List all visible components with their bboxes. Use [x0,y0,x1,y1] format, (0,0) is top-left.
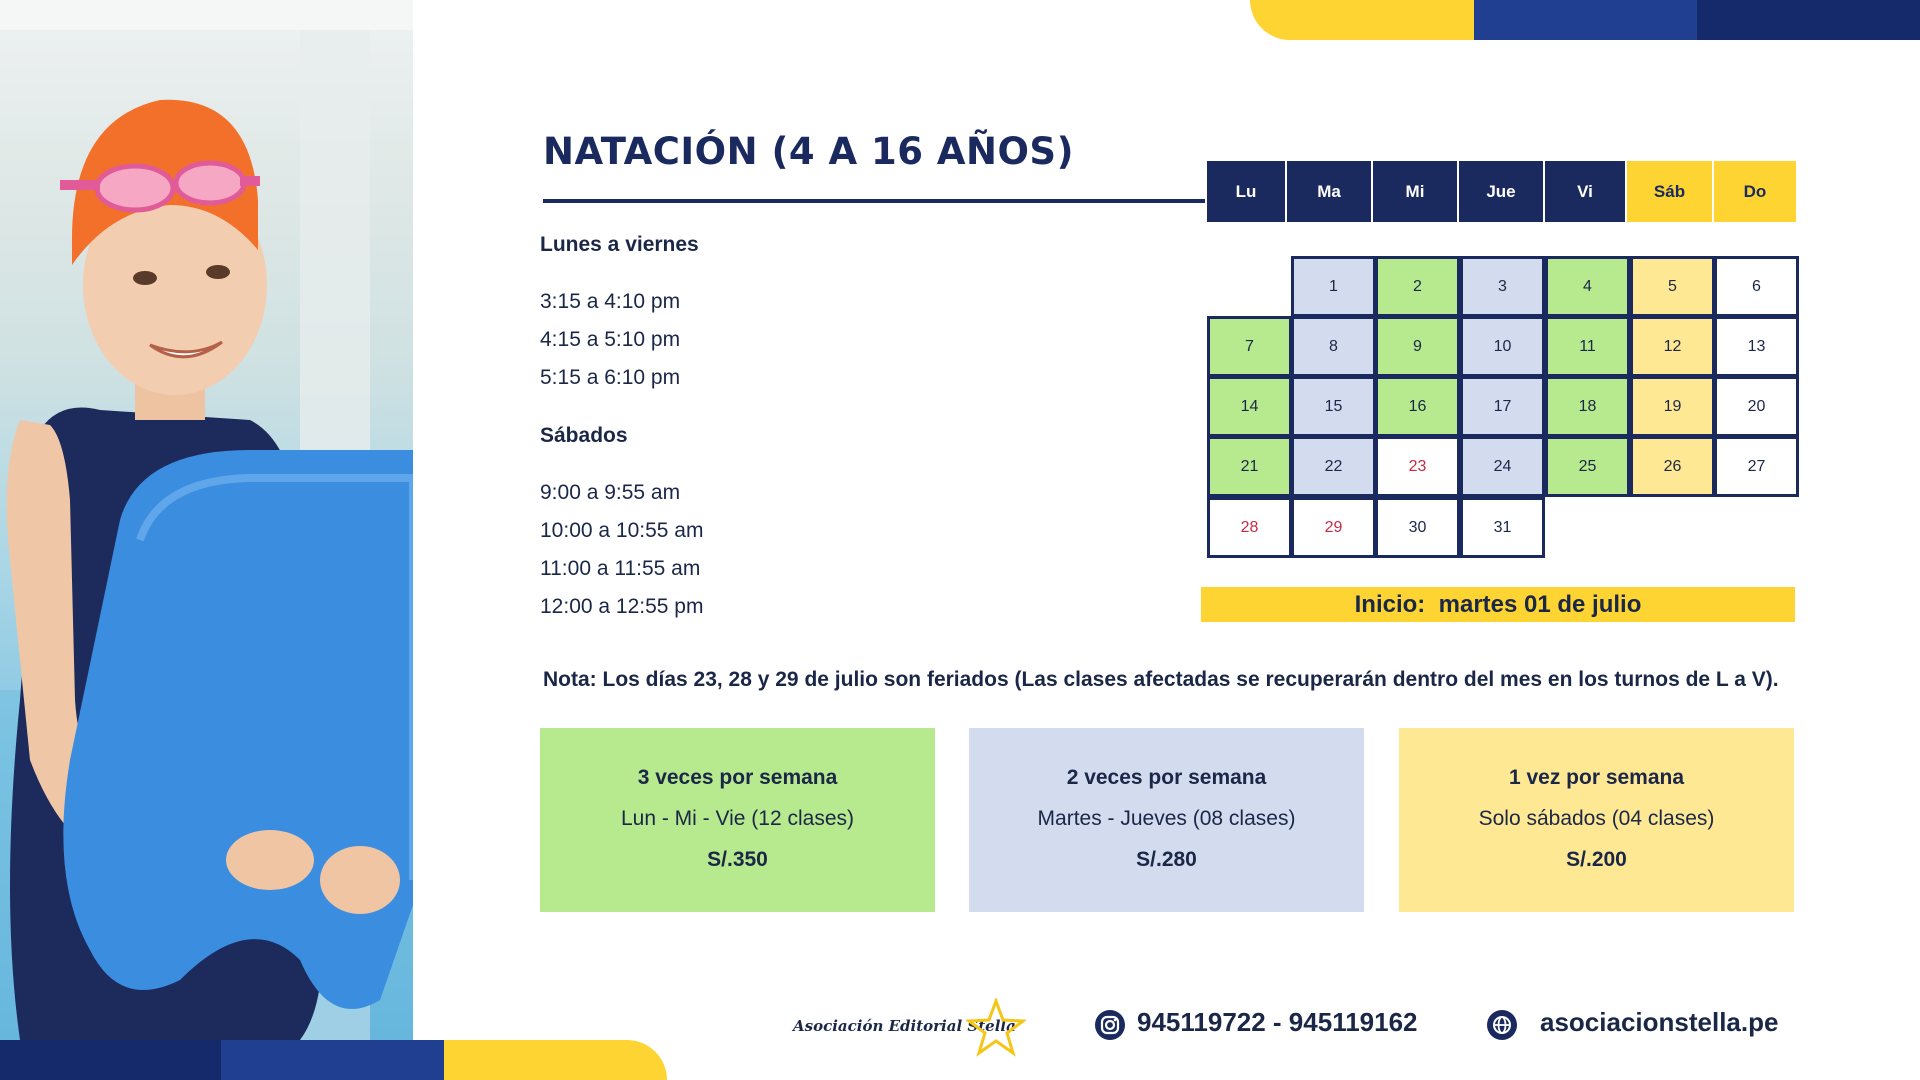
calendar-day: 20 [1714,376,1799,437]
calendar-day: 1 [1291,256,1376,317]
instagram-icon [1094,1009,1126,1041]
weekday-time: 4:15 a 5:10 pm [540,328,681,351]
plan-card-3x [540,728,935,912]
calendar-day: 30 [1375,497,1460,558]
plan-detail: Martes - Jueves (08 clases) [1037,807,1296,830]
calendar-day: 17 [1460,376,1545,437]
calendar-day: 6 [1714,256,1799,317]
plan-detail: Lun - Mi - Vie (12 clases) [620,807,855,830]
calendar-day: 14 [1207,376,1292,437]
calendar-day: 13 [1714,316,1799,377]
calendar-day: 16 [1375,376,1460,437]
girl-with-kickboard-illustration [0,0,413,1040]
weekday-time: 5:15 a 6:10 pm [540,366,681,389]
calendar-header-lu: Lu [1207,161,1285,222]
weekday-time: 3:15 a 4:10 pm [540,290,681,313]
calendar-day: 29 [1291,497,1376,558]
bottom-blue-bar [221,1040,445,1080]
bottom-navy-bar [0,1040,222,1080]
calendar-header-vi: Vi [1545,161,1625,222]
calendar-day: 12 [1630,316,1715,377]
calendar-header-mi: Mi [1373,161,1457,222]
top-navy-bar [1697,0,1920,40]
title-underline [543,199,1205,203]
calendar-day: 24 [1460,436,1545,497]
calendar-day: 26 [1630,436,1715,497]
calendar-day: 2 [1375,256,1460,317]
top-yellow-bar [1250,0,1475,40]
globe-icon [1486,1009,1518,1041]
calendar-day: 4 [1545,256,1630,317]
calendar-day: 8 [1291,316,1376,377]
saturday-time: 9:00 a 9:55 am [540,481,681,504]
swimmer-photo [0,0,413,1040]
plan-detail: Solo sábados (04 clases) [1478,807,1715,830]
calendar-day: 11 [1545,316,1630,377]
plan-title: 2 veces por semana [1066,766,1267,789]
plan-card-1x [1399,728,1794,912]
calendar-day: 22 [1291,436,1376,497]
plan-price: S/.350 [707,848,768,871]
calendar-day: 19 [1630,376,1715,437]
calendar-header-do: Do [1714,161,1796,222]
start-date-banner: Inicio: martes 01 de julio [1201,587,1795,622]
calendar-day: 23 [1375,436,1460,497]
calendar-day: 27 [1714,436,1799,497]
calendar-header-sab: Sáb [1627,161,1712,222]
top-blue-bar [1474,0,1698,40]
plan-title: 3 veces por semana [637,766,838,789]
calendar-day: 9 [1375,316,1460,377]
website-link[interactable]: asociacionstella.pe [1540,1007,1779,1037]
calendar-day: 3 [1460,256,1545,317]
calendar-day: 18 [1545,376,1630,437]
holiday-note: Nota: Los días 23, 28 y 29 de julio son feriados (Las clases afectadas se recuperarán dentro del mes en los turnos de L a V). [543,668,1779,691]
plan-card-2x [969,728,1364,912]
phone-numbers: 945119722 - 945119162 [1137,1007,1418,1037]
saturday-heading: Sábados [540,424,628,447]
calendar-header-jue: Jue [1459,161,1543,222]
plan-price: S/.200 [1566,848,1627,871]
saturday-time: 12:00 a 12:55 pm [540,595,704,618]
calendar-day: 28 [1207,497,1292,558]
plan-title: 1 vez por semana [1508,766,1685,789]
page-title: NATACIÓN (4 A 16 AÑOS) [543,130,1074,173]
calendar-day: 25 [1545,436,1630,497]
calendar-day: 10 [1460,316,1545,377]
calendar-day: 31 [1460,497,1545,558]
calendar-header-ma: Ma [1287,161,1371,222]
calendar-day: 5 [1630,256,1715,317]
calendar-day: 21 [1207,436,1292,497]
calendar-day: 15 [1291,376,1376,437]
saturday-time: 11:00 a 11:55 am [540,557,701,580]
brand-logo-text: Asociación Editorial Stella [793,1017,1016,1035]
star-logo-icon [966,998,1026,1058]
calendar-day: 7 [1207,316,1292,377]
weekdays-heading: Lunes a viernes [540,233,699,256]
saturday-time: 10:00 a 10:55 am [540,519,704,542]
plan-price: S/.280 [1136,848,1197,871]
bottom-yellow-bar [444,1040,667,1080]
